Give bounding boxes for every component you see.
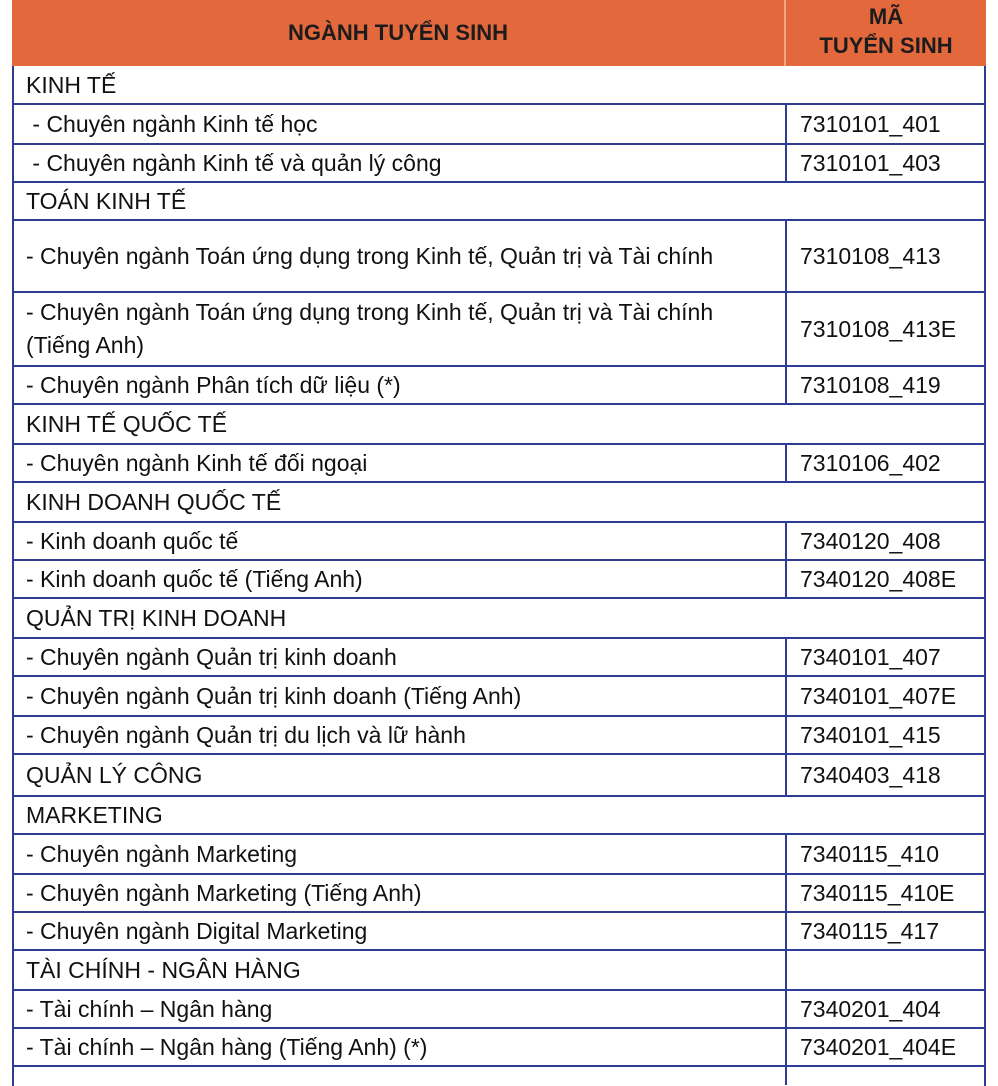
row-divider bbox=[12, 559, 986, 561]
major-name: - Chuyên ngành Digital Marketing bbox=[26, 917, 368, 944]
major-name: - Chuyên ngành Kinh tế và quản lý công bbox=[26, 149, 442, 176]
group-name: KINH TẾ QUỐC TẾ bbox=[26, 410, 228, 437]
table-row bbox=[12, 104, 986, 144]
table-row bbox=[12, 834, 986, 874]
table-row bbox=[12, 292, 986, 366]
column-divider bbox=[785, 1028, 787, 1066]
major-name: - Chuyên ngành Kinh tế học bbox=[26, 110, 318, 137]
row-divider bbox=[12, 715, 986, 717]
major-code: 7310101_403 bbox=[800, 149, 941, 176]
major-code: 7310108_413E bbox=[800, 315, 957, 342]
table-header bbox=[12, 0, 986, 66]
column-divider bbox=[785, 444, 787, 482]
major-code: 7340101_407E bbox=[800, 682, 957, 709]
major-code: 7310108_419 bbox=[800, 371, 941, 398]
row-divider bbox=[12, 1065, 986, 1067]
major-code bbox=[786, 950, 986, 990]
left-border bbox=[12, 66, 14, 1086]
table-row bbox=[12, 638, 986, 676]
major-code: 7340403_418 bbox=[800, 761, 941, 788]
column-divider bbox=[785, 366, 787, 404]
group-row bbox=[12, 404, 986, 444]
row-divider bbox=[12, 989, 986, 991]
table-row bbox=[12, 366, 986, 404]
group-name: MARKETING bbox=[26, 801, 163, 828]
column-divider bbox=[785, 560, 787, 598]
major-code: 7310108_413 bbox=[800, 242, 941, 269]
right-border bbox=[984, 66, 986, 1086]
major-name: - Tài chính – Ngân hàng bbox=[26, 995, 273, 1022]
row-divider bbox=[12, 795, 986, 797]
table-row bbox=[12, 912, 986, 950]
table-row bbox=[12, 444, 986, 482]
row-divider bbox=[12, 1027, 986, 1029]
group-row bbox=[12, 482, 986, 522]
row-divider bbox=[12, 833, 986, 835]
group-row bbox=[12, 66, 986, 104]
group-name: QUẢN TRỊ KINH DOANH bbox=[26, 604, 287, 631]
major-name: - Kinh doanh quốc tế (Tiếng Anh) bbox=[26, 565, 363, 592]
column-divider bbox=[785, 220, 787, 292]
group-row bbox=[12, 796, 986, 834]
table-row bbox=[12, 874, 986, 912]
column-divider bbox=[785, 104, 787, 144]
column-divider bbox=[785, 292, 787, 366]
column-divider bbox=[785, 912, 787, 950]
column-divider bbox=[785, 1065, 787, 1085]
group-row bbox=[12, 950, 986, 990]
row-divider bbox=[12, 949, 986, 951]
major-name: - Chuyên ngành Toán ứng dụng trong Kinh tế, Quản trị và Tài chính (Tiếng Anh) bbox=[26, 299, 720, 358]
major-name: - Chuyên ngành Phân tích dữ liệu (*) bbox=[26, 371, 401, 398]
major-name: - Chuyên ngành Toán ứng dụng trong Kinh tế, Quản trị và Tài chính bbox=[26, 242, 714, 269]
row-divider bbox=[12, 181, 986, 183]
major-name: - Tài chính – Ngân hàng (Tiếng Anh) (*) bbox=[26, 1033, 428, 1060]
row-divider bbox=[12, 753, 986, 755]
major-name: - Kinh doanh quốc tế bbox=[26, 527, 239, 554]
major-code: 7310101_401 bbox=[800, 110, 941, 137]
major-code: 7340201_404 bbox=[800, 995, 941, 1022]
group-name: TOÁN KINH TẾ bbox=[26, 187, 187, 214]
table-row bbox=[12, 676, 986, 716]
major-name: - Chuyên ngành Quản trị du lịch và lữ hành bbox=[26, 721, 466, 748]
group-row bbox=[12, 598, 986, 638]
major-name: QUẢN LÝ CÔNG bbox=[26, 761, 203, 788]
row-divider bbox=[12, 597, 986, 599]
major-code: 7340115_410E bbox=[800, 879, 955, 906]
table-row bbox=[12, 522, 986, 560]
column-divider bbox=[785, 874, 787, 912]
group-name: TÀI CHÍNH - NGÂN HÀNG bbox=[26, 956, 301, 983]
header-code bbox=[786, 0, 986, 66]
column-divider bbox=[785, 754, 787, 796]
major-code: 7340101_407 bbox=[800, 643, 941, 670]
major-code: 7310106_402 bbox=[800, 449, 941, 476]
major-code: 7340120_408 bbox=[800, 527, 941, 554]
major-name: - Chuyên ngành Quản trị kinh doanh (Tiếng Anh) bbox=[26, 682, 522, 709]
major-name: - Chuyên ngành Quản trị kinh doanh bbox=[26, 643, 397, 670]
header-code-line1: MÃ bbox=[868, 4, 904, 29]
major-code: 7340115_410 bbox=[800, 840, 939, 867]
row-divider bbox=[12, 219, 986, 221]
row-divider bbox=[12, 365, 986, 367]
column-divider bbox=[785, 716, 787, 754]
major-code: 7340115_417 bbox=[800, 917, 939, 944]
major-code: 7340120_408E bbox=[800, 565, 957, 592]
row-divider bbox=[12, 911, 986, 913]
row-divider bbox=[12, 481, 986, 483]
group-name: KINH TẾ bbox=[26, 71, 117, 98]
column-divider bbox=[785, 834, 787, 874]
major-name: - Chuyên ngành Kinh tế đối ngoại bbox=[26, 449, 368, 476]
row-divider bbox=[12, 103, 986, 105]
row-divider bbox=[12, 521, 986, 523]
row-divider bbox=[12, 443, 986, 445]
table-row bbox=[12, 716, 986, 754]
header-major: NGÀNH TUYỂN SINH bbox=[287, 20, 508, 45]
group-row bbox=[12, 182, 986, 220]
column-divider bbox=[785, 638, 787, 676]
table-row bbox=[12, 560, 986, 598]
major-name: - Chuyên ngành Marketing bbox=[26, 840, 298, 867]
table-row bbox=[12, 220, 986, 292]
row-divider bbox=[12, 637, 986, 639]
row-divider bbox=[12, 291, 986, 293]
row-divider bbox=[12, 143, 986, 145]
column-divider bbox=[785, 676, 787, 716]
column-divider bbox=[785, 144, 787, 182]
group-name: KINH DOANH QUỐC TẾ bbox=[26, 488, 282, 515]
row-divider bbox=[12, 675, 986, 677]
table-row bbox=[12, 1028, 986, 1066]
major-code: 7340201_404E bbox=[800, 1033, 957, 1060]
row-divider bbox=[12, 873, 986, 875]
major-name: - Chuyên ngành Marketing (Tiếng Anh) bbox=[26, 879, 422, 906]
row-divider bbox=[12, 403, 986, 405]
major-code: 7340101_415 bbox=[800, 721, 941, 748]
table-row bbox=[12, 990, 986, 1028]
table-row bbox=[12, 144, 986, 182]
header-code-line2: TUYỂN SINH bbox=[819, 33, 953, 58]
column-divider bbox=[785, 522, 787, 560]
column-divider bbox=[785, 950, 787, 990]
column-divider bbox=[785, 990, 787, 1028]
table-row bbox=[12, 754, 986, 796]
